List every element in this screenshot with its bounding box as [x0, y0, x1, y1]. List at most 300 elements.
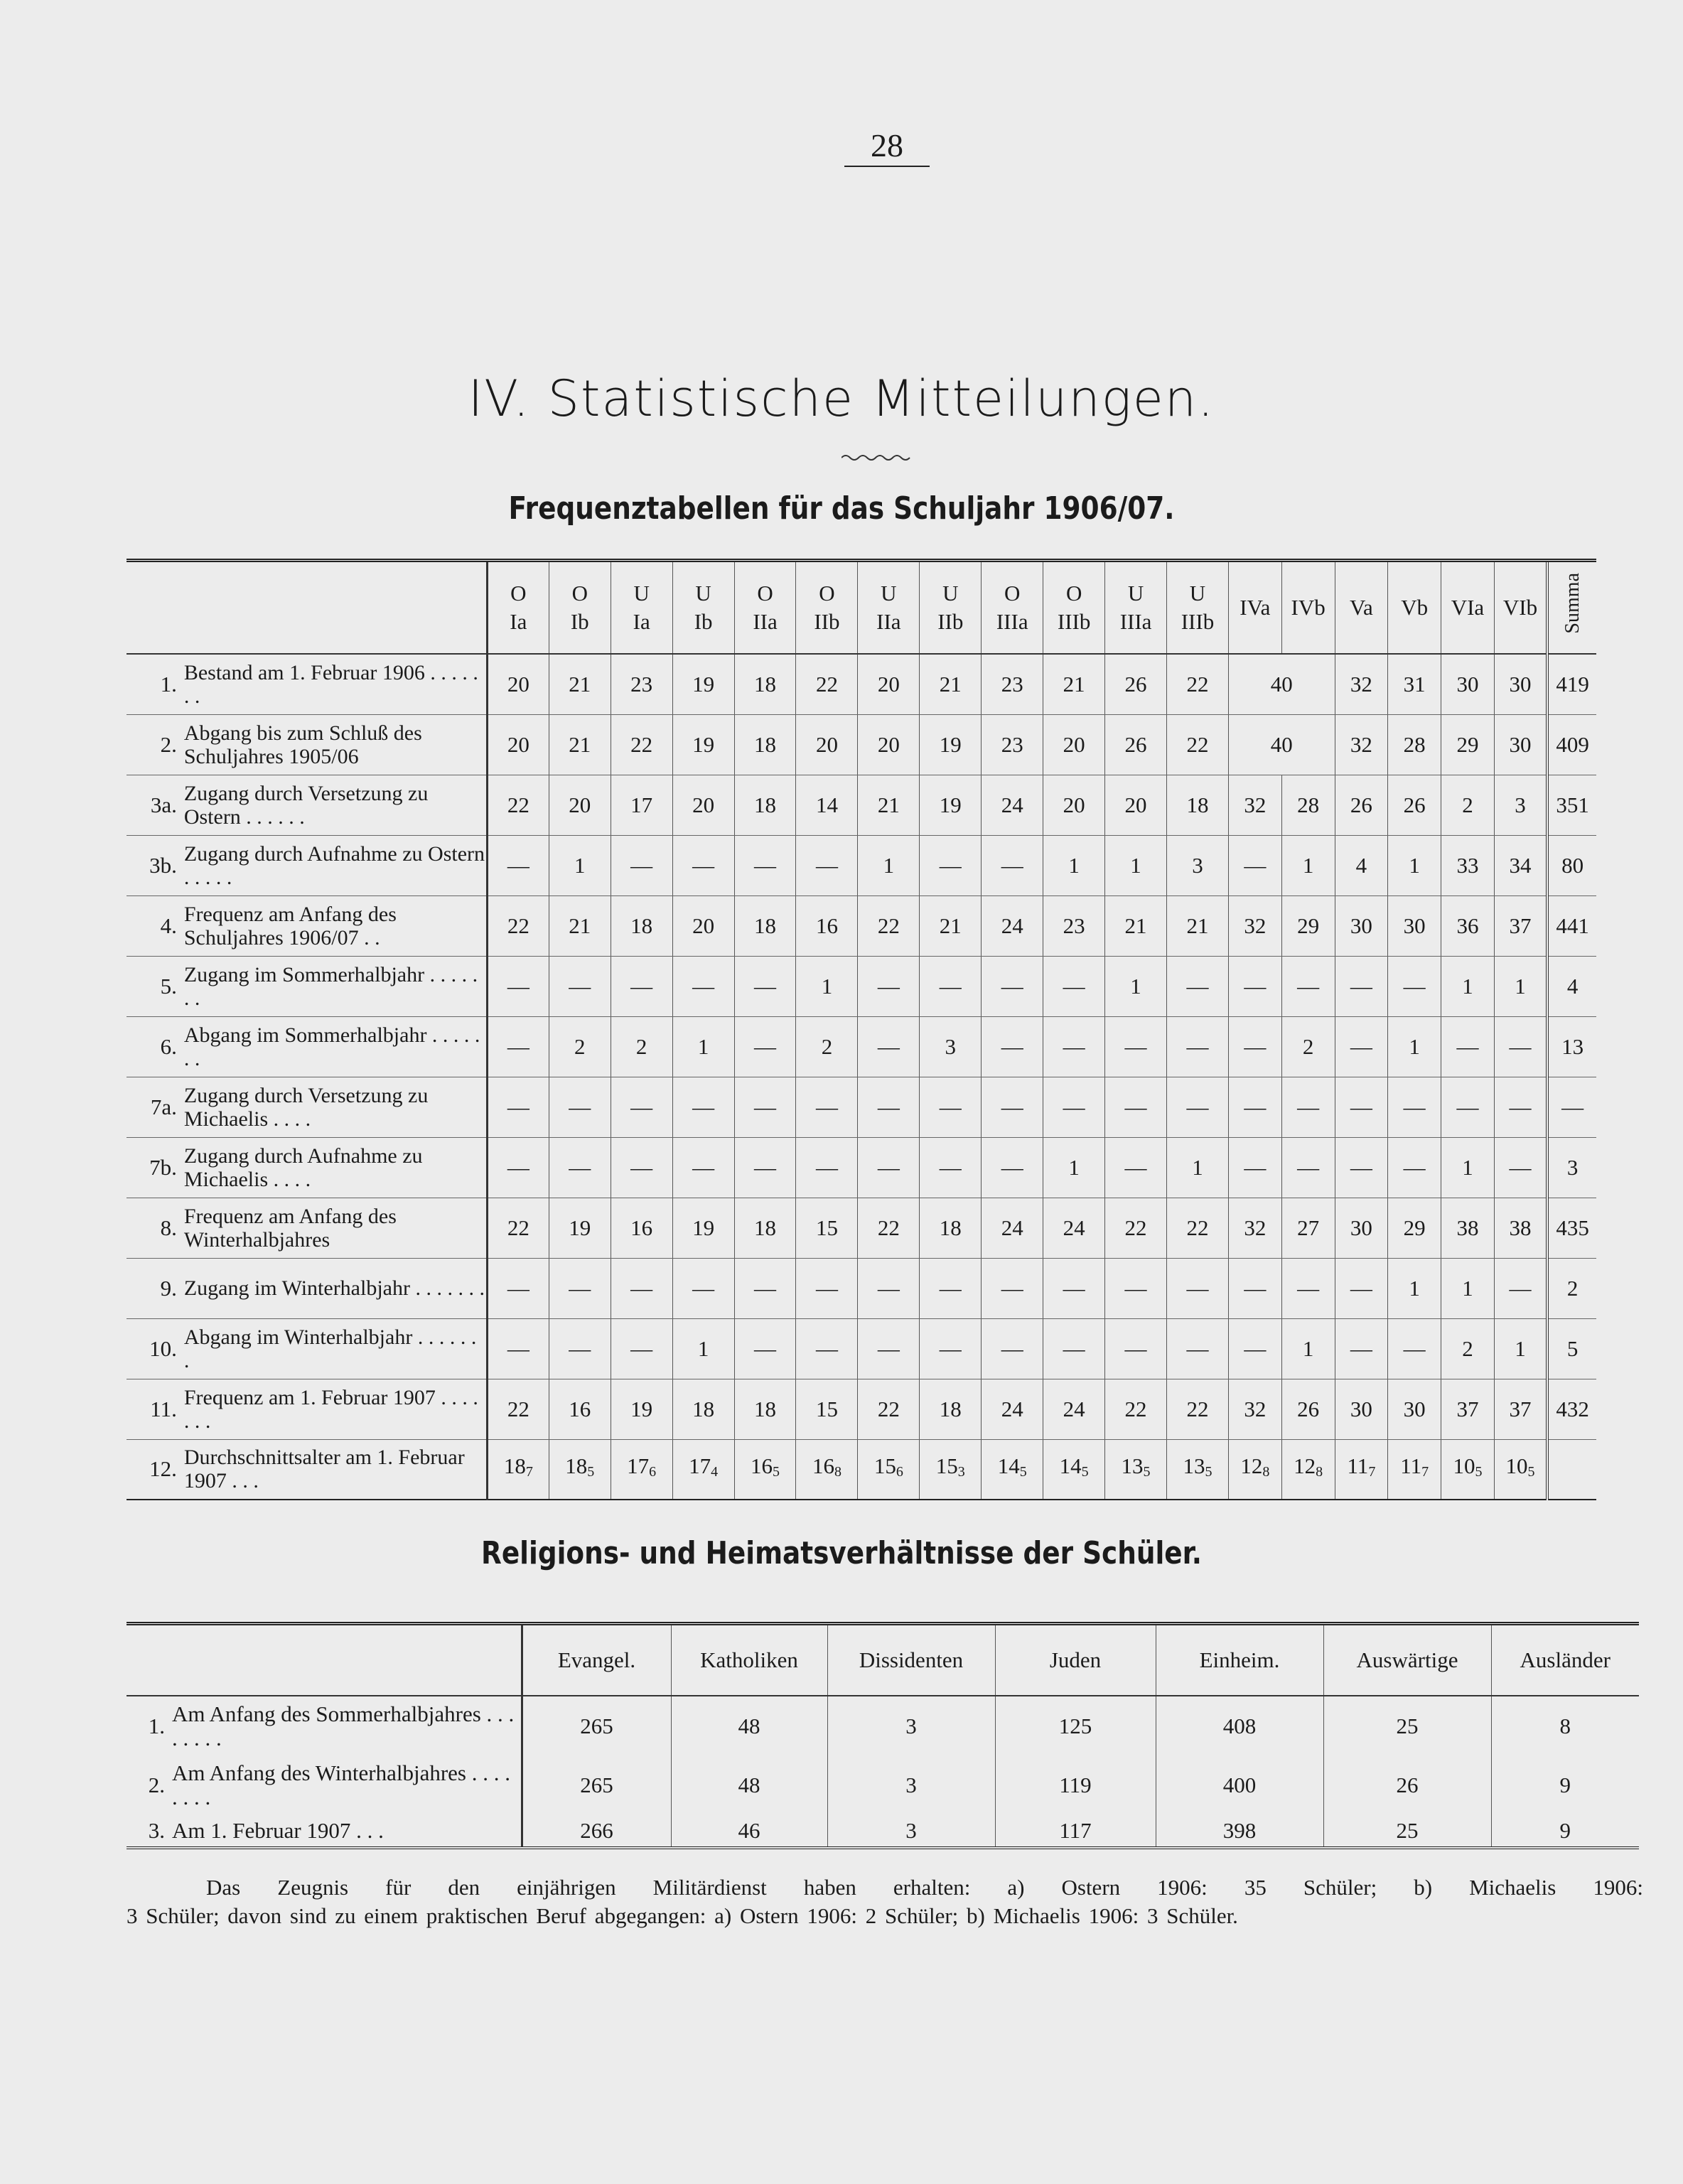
value-cell: —	[1043, 956, 1105, 1016]
value-cell: —	[858, 956, 920, 1016]
value-cell: —	[1281, 1258, 1335, 1318]
value-cell: 2	[1281, 1016, 1335, 1077]
value-cell: —	[611, 1137, 672, 1198]
value-cell: 265	[522, 1696, 671, 1755]
age-decimal: 8	[1316, 1464, 1323, 1480]
value-cell: —	[1335, 1016, 1388, 1077]
table-row	[127, 1815, 1639, 1848]
value-cell: —	[1167, 1258, 1229, 1318]
value-cell: 24	[982, 895, 1043, 956]
value-cell: 26	[1323, 1755, 1491, 1815]
column-header-bottom: IIb	[937, 609, 964, 634]
age-integer: 13	[1183, 1453, 1205, 1479]
value-cell: —	[734, 1016, 796, 1077]
value-cell: —	[1228, 1016, 1281, 1077]
age-integer: 15	[935, 1453, 958, 1479]
value-cell	[1228, 1439, 1281, 1500]
column-header	[1335, 561, 1388, 655]
value-cell: 32	[1228, 775, 1281, 835]
value-cell: 37	[1441, 1379, 1495, 1439]
age-integer: 11	[1347, 1453, 1369, 1479]
value-cell: —	[1043, 1077, 1105, 1137]
value-cell: —	[1228, 1258, 1281, 1318]
value-cell: 1	[1441, 956, 1495, 1016]
column-header-top: O	[1065, 581, 1082, 606]
sum-cell: 351	[1547, 775, 1596, 835]
column-header-bottom: IVa	[1240, 595, 1271, 620]
row-number: 4.	[127, 895, 183, 956]
value-cell: 27	[1281, 1198, 1335, 1258]
row-number: 9.	[127, 1258, 183, 1318]
value-cell: 22	[1167, 1379, 1229, 1439]
column-header-bottom: Ib	[694, 609, 713, 634]
value-cell: 14	[796, 775, 858, 835]
row-label: Frequenz am 1. Februar 1907 . . . . . . .	[183, 1379, 488, 1439]
row-number: 10.	[127, 1318, 183, 1379]
value-cell: 37	[1494, 1379, 1547, 1439]
value-cell: 38	[1494, 1198, 1547, 1258]
column-header-top: U	[1127, 581, 1144, 606]
value-cell: 20	[858, 714, 920, 775]
value-cell: —	[1335, 1077, 1388, 1137]
age-integer: 16	[751, 1453, 773, 1479]
value-cell: —	[1281, 956, 1335, 1016]
column-header-bottom: IVb	[1291, 595, 1326, 620]
sum-column-label: Summa	[1561, 573, 1583, 634]
value-cell: 22	[1105, 1198, 1167, 1258]
value-cell: 2	[549, 1016, 611, 1077]
value-cell: —	[734, 1258, 796, 1318]
column-header	[920, 561, 982, 655]
value-cell: 21	[858, 775, 920, 835]
age-decimal: 5	[1205, 1464, 1212, 1480]
value-cell: —	[1105, 1318, 1167, 1379]
value-cell: 266	[522, 1815, 671, 1848]
value-cell: —	[672, 1137, 734, 1198]
row-number: 3b.	[127, 835, 183, 895]
column-header	[1388, 561, 1441, 655]
table-row	[127, 835, 1596, 895]
row-number: 11.	[127, 1379, 183, 1439]
value-cell: 1	[1441, 1258, 1495, 1318]
value-cell: 21	[549, 654, 611, 714]
value-cell: 29	[1281, 895, 1335, 956]
value-cell: 29	[1441, 714, 1495, 775]
row-number: 3a.	[127, 775, 183, 835]
value-cell: 18	[734, 1198, 796, 1258]
value-cell: 22	[487, 775, 549, 835]
value-cell: —	[1335, 1137, 1388, 1198]
sum-cell	[1547, 1439, 1596, 1500]
column-header-bottom: IIIa	[996, 609, 1028, 634]
value-cell: —	[672, 1077, 734, 1137]
age-decimal: 8	[1262, 1464, 1270, 1480]
value-cell	[734, 1439, 796, 1500]
value-cell: 34	[1494, 835, 1547, 895]
value-cell	[1043, 1439, 1105, 1500]
column-header	[734, 561, 796, 655]
value-cell: —	[920, 1258, 982, 1318]
value-cell: 1	[1494, 1318, 1547, 1379]
value-cell: 3	[827, 1815, 995, 1848]
value-cell: —	[1167, 1016, 1229, 1077]
row-label: Zugang im Sommerhalbjahr . . . . . . .	[183, 956, 488, 1016]
value-cell: 20	[672, 895, 734, 956]
value-cell: 19	[672, 1198, 734, 1258]
sum-cell: 3	[1547, 1137, 1596, 1198]
value-cell: —	[672, 956, 734, 1016]
row-number: 2.	[148, 1773, 165, 1797]
column-header-bottom: IIIb	[1181, 609, 1215, 634]
value-cell: 19	[611, 1379, 672, 1439]
row-number: 3.	[148, 1818, 165, 1843]
value-cell: —	[796, 835, 858, 895]
value-cell: —	[858, 1318, 920, 1379]
value-cell: 18	[1167, 775, 1229, 835]
value-cell: 22	[858, 1379, 920, 1439]
row-number: 1.	[148, 1713, 165, 1738]
sum-column-header	[1547, 561, 1596, 655]
value-cell: 1	[1281, 835, 1335, 895]
row-number: 6.	[127, 1016, 183, 1077]
value-cell: 3	[1494, 775, 1547, 835]
value-cell: —	[611, 1318, 672, 1379]
column-header	[1441, 561, 1495, 655]
column-header-bottom: VIb	[1502, 595, 1538, 620]
value-cell: 29	[1388, 1198, 1441, 1258]
value-cell: 21	[1105, 895, 1167, 956]
value-cell: 1	[672, 1318, 734, 1379]
column-header	[982, 561, 1043, 655]
header-blank	[127, 1624, 522, 1696]
value-cell: —	[982, 956, 1043, 1016]
age-integer: 11	[1400, 1453, 1422, 1479]
age-decimal: 4	[711, 1464, 719, 1480]
value-cell: —	[1388, 1077, 1441, 1137]
value-cell: —	[549, 956, 611, 1016]
value-cell: 16	[796, 895, 858, 956]
value-cell: —	[1494, 1258, 1547, 1318]
column-header: Juden	[995, 1624, 1156, 1696]
value-cell: —	[1228, 1137, 1281, 1198]
value-cell: 21	[920, 895, 982, 956]
value-cell: 28	[1388, 714, 1441, 775]
value-cell: —	[1105, 1016, 1167, 1077]
age-decimal: 7	[525, 1464, 533, 1480]
value-cell: —	[1167, 956, 1229, 1016]
value-cell: 38	[1441, 1198, 1495, 1258]
value-cell: —	[1228, 1077, 1281, 1137]
value-cell: 16	[611, 1198, 672, 1258]
value-cell: 32	[1335, 654, 1388, 714]
value-cell: 20	[858, 654, 920, 714]
value-cell: 22	[487, 895, 549, 956]
value-cell: —	[1043, 1318, 1105, 1379]
value-cell: 20	[549, 775, 611, 835]
value-cell	[920, 1439, 982, 1500]
value-cell: 22	[487, 1379, 549, 1439]
value-cell: 20	[1043, 714, 1105, 775]
column-header	[796, 561, 858, 655]
value-cell: —	[982, 1077, 1043, 1137]
column-header	[858, 561, 920, 655]
value-cell: 1	[1494, 956, 1547, 1016]
age-integer: 13	[1121, 1453, 1144, 1479]
value-cell: —	[549, 1077, 611, 1137]
row-label: Am 1. Februar 1907 . . .	[172, 1818, 384, 1843]
value-cell: 32	[1335, 714, 1388, 775]
value-cell: 18	[734, 1379, 796, 1439]
value-cell: —	[920, 956, 982, 1016]
value-cell: 30	[1494, 714, 1547, 775]
value-cell: 408	[1156, 1696, 1323, 1755]
value-cell: 18	[672, 1379, 734, 1439]
value-cell: 265	[522, 1755, 671, 1815]
column-header: Evangel.	[522, 1624, 671, 1696]
age-integer: 12	[1240, 1453, 1263, 1479]
age-integer: 14	[997, 1453, 1020, 1479]
sum-cell: 441	[1547, 895, 1596, 956]
value-cell: —	[858, 1077, 920, 1137]
column-header-bottom: IIb	[814, 609, 840, 634]
value-cell: 36	[1441, 895, 1495, 956]
sum-cell: 80	[1547, 835, 1596, 895]
value-cell: 23	[611, 654, 672, 714]
value-cell: —	[1494, 1077, 1547, 1137]
value-cell: 48	[671, 1696, 827, 1755]
value-cell: 1	[1388, 1016, 1441, 1077]
column-header-bottom: Ia	[510, 609, 527, 634]
value-cell	[1281, 1439, 1335, 1500]
footnote-line-1: Das Zeugnis für den einjährigen Militärdienst haben erhalten: a) Ostern 1906: 35 Schüler; b) Michaelis 1906:	[206, 1875, 1643, 1900]
column-header-top: O	[571, 581, 588, 606]
value-cell: —	[1441, 1077, 1495, 1137]
row-number: 12.	[149, 1456, 177, 1482]
row-label: Zugang durch Versetzung zu Michaelis . . . .	[183, 1077, 488, 1137]
value-cell: —	[734, 1077, 796, 1137]
value-cell: —	[858, 1137, 920, 1198]
value-cell: —	[1335, 956, 1388, 1016]
age-integer: 10	[1505, 1453, 1528, 1479]
value-cell: 26	[1281, 1379, 1335, 1439]
column-header	[1494, 561, 1547, 655]
value-cell: 18	[611, 895, 672, 956]
sum-cell: 5	[1547, 1318, 1596, 1379]
value-cell: —	[487, 835, 549, 895]
column-header-top: U	[695, 581, 711, 606]
value-cell: 33	[1441, 835, 1495, 895]
value-cell: 3	[920, 1016, 982, 1077]
value-cell: 24	[982, 1198, 1043, 1258]
age-decimal: 7	[1368, 1464, 1376, 1480]
age-decimal: 5	[1143, 1464, 1151, 1480]
value-cell: —	[487, 1137, 549, 1198]
value-cell: 48	[671, 1755, 827, 1815]
value-cell: —	[982, 1016, 1043, 1077]
value-cell: —	[982, 1258, 1043, 1318]
value-cell: 2	[796, 1016, 858, 1077]
value-cell: —	[1335, 1318, 1388, 1379]
column-header-top: U	[881, 581, 897, 606]
age-integer: 15	[873, 1453, 896, 1479]
column-header-bottom: Vb	[1401, 595, 1429, 620]
value-cell: 30	[1388, 1379, 1441, 1439]
age-integer: 17	[627, 1453, 650, 1479]
row-label: Zugang im Winterhalbjahr . . . . . . .	[183, 1258, 488, 1318]
sum-cell: —	[1547, 1077, 1596, 1137]
value-cell: 15	[796, 1379, 858, 1439]
value-cell	[1335, 1439, 1388, 1500]
row-label: Am Anfang des Sommerhalbjahres . . . . . . . .	[172, 1701, 515, 1750]
row-number: 7a.	[127, 1077, 183, 1137]
value-cell: 9	[1491, 1815, 1639, 1848]
value-cell: —	[672, 835, 734, 895]
value-cell: 31	[1388, 654, 1441, 714]
value-cell: 117	[995, 1815, 1156, 1848]
age-decimal: 5	[587, 1464, 595, 1480]
value-cell: 22	[796, 654, 858, 714]
value-cell: 40	[1228, 654, 1335, 714]
column-header-top: O	[757, 581, 773, 606]
ornament-divider	[842, 452, 913, 463]
value-cell	[611, 1439, 672, 1500]
value-cell	[858, 1439, 920, 1500]
sum-cell: 4	[1547, 956, 1596, 1016]
value-cell: 18	[920, 1379, 982, 1439]
row-label: Abgang bis zum Schluß des Schuljahres 1905/06	[183, 714, 488, 775]
value-cell: —	[487, 956, 549, 1016]
value-cell: 30	[1494, 654, 1547, 714]
value-cell: 1	[549, 835, 611, 895]
value-cell: 3	[827, 1755, 995, 1815]
value-cell: 9	[1491, 1755, 1639, 1815]
value-cell: 19	[672, 714, 734, 775]
value-cell: 21	[1043, 654, 1105, 714]
row-number: 2.	[127, 714, 183, 775]
column-header	[549, 561, 611, 655]
value-cell: 1	[1105, 956, 1167, 1016]
column-header-top: O	[510, 581, 527, 606]
value-cell: 25	[1323, 1815, 1491, 1848]
value-cell: —	[920, 1318, 982, 1379]
row-label: Durchschnittsalter am 1. Februar 1907 . . .	[183, 1446, 465, 1493]
column-header-bottom: IIa	[876, 609, 901, 634]
column-header: Ausländer	[1491, 1624, 1639, 1696]
value-cell: —	[1043, 1258, 1105, 1318]
value-cell: 22	[858, 1198, 920, 1258]
value-cell	[1494, 1439, 1547, 1500]
value-cell: —	[1281, 1137, 1335, 1198]
value-cell: 16	[549, 1379, 611, 1439]
column-header: Auswärtige	[1323, 1624, 1491, 1696]
column-header	[1167, 561, 1229, 655]
religion-table-title: Religions- und Heimatsverhältnisse der Schüler.	[481, 1535, 1202, 1571]
table-row	[127, 1258, 1596, 1318]
value-cell: —	[734, 1137, 796, 1198]
row-number: 7b.	[127, 1137, 183, 1198]
row-label: Zugang durch Versetzung zu Ostern . . . . . .	[183, 775, 488, 835]
value-cell: —	[796, 1077, 858, 1137]
value-cell: 30	[1335, 895, 1388, 956]
value-cell: —	[487, 1258, 549, 1318]
age-integer: 14	[1059, 1453, 1082, 1479]
value-cell: 8	[1491, 1696, 1639, 1755]
age-integer: 12	[1294, 1453, 1316, 1479]
column-header: Einheim.	[1156, 1624, 1323, 1696]
value-cell: 1	[1043, 835, 1105, 895]
value-cell: 22	[1167, 1198, 1229, 1258]
value-cell	[1105, 1439, 1167, 1500]
age-decimal: 5	[1019, 1464, 1027, 1480]
column-header	[1043, 561, 1105, 655]
column-header	[611, 561, 672, 655]
value-cell: 125	[995, 1696, 1156, 1755]
value-cell	[1388, 1439, 1441, 1500]
table-row	[127, 714, 1596, 775]
value-cell: —	[1388, 956, 1441, 1016]
value-cell: 32	[1228, 895, 1281, 956]
age-integer: 18	[565, 1453, 588, 1479]
value-cell: 20	[1043, 775, 1105, 835]
value-cell: 3	[827, 1696, 995, 1755]
value-cell: 2	[611, 1016, 672, 1077]
value-cell: —	[1228, 835, 1281, 895]
row-label: Frequenz am Anfang des Winterhalbjahres	[183, 1198, 488, 1258]
table-row	[127, 1379, 1596, 1439]
value-cell	[1441, 1439, 1495, 1500]
value-cell: 400	[1156, 1755, 1323, 1815]
column-header-bottom: IIIb	[1057, 609, 1091, 634]
value-cell: 18	[734, 895, 796, 956]
value-cell: —	[611, 835, 672, 895]
table-row	[127, 1439, 1596, 1500]
value-cell: 24	[982, 1379, 1043, 1439]
column-header	[1228, 561, 1281, 655]
value-cell: —	[672, 1258, 734, 1318]
value-cell: 1	[1388, 1258, 1441, 1318]
row-label: Bestand am 1. Februar 1906 . . . . . . .	[183, 654, 488, 714]
value-cell: 15	[796, 1198, 858, 1258]
age-decimal: 5	[1081, 1464, 1089, 1480]
column-header-top: O	[819, 581, 835, 606]
value-cell: —	[982, 1318, 1043, 1379]
sum-cell: 2	[1547, 1258, 1596, 1318]
value-cell: —	[920, 835, 982, 895]
value-cell: 1	[1388, 835, 1441, 895]
frequency-table-header	[127, 561, 1596, 655]
row-label: Abgang im Sommerhalbjahr . . . . . . .	[183, 1016, 488, 1077]
value-cell: —	[920, 1077, 982, 1137]
age-decimal: 6	[896, 1464, 903, 1480]
value-cell: —	[796, 1258, 858, 1318]
column-header-bottom: IIa	[753, 609, 778, 634]
value-cell: —	[1043, 1016, 1105, 1077]
table-row	[127, 956, 1596, 1016]
value-cell: 30	[1388, 895, 1441, 956]
value-cell: 32	[1228, 1198, 1281, 1258]
row-number: 5.	[127, 956, 183, 1016]
value-cell: 119	[995, 1755, 1156, 1815]
table-row	[127, 1318, 1596, 1379]
value-cell: —	[487, 1318, 549, 1379]
section-heading: IV. Statistische Mitteilungen.	[468, 370, 1215, 428]
value-cell: 24	[1043, 1379, 1105, 1439]
value-cell: 19	[672, 654, 734, 714]
sum-cell: 419	[1547, 654, 1596, 714]
value-cell: 26	[1335, 775, 1388, 835]
value-cell: 2	[1441, 775, 1495, 835]
value-cell: 46	[671, 1815, 827, 1848]
